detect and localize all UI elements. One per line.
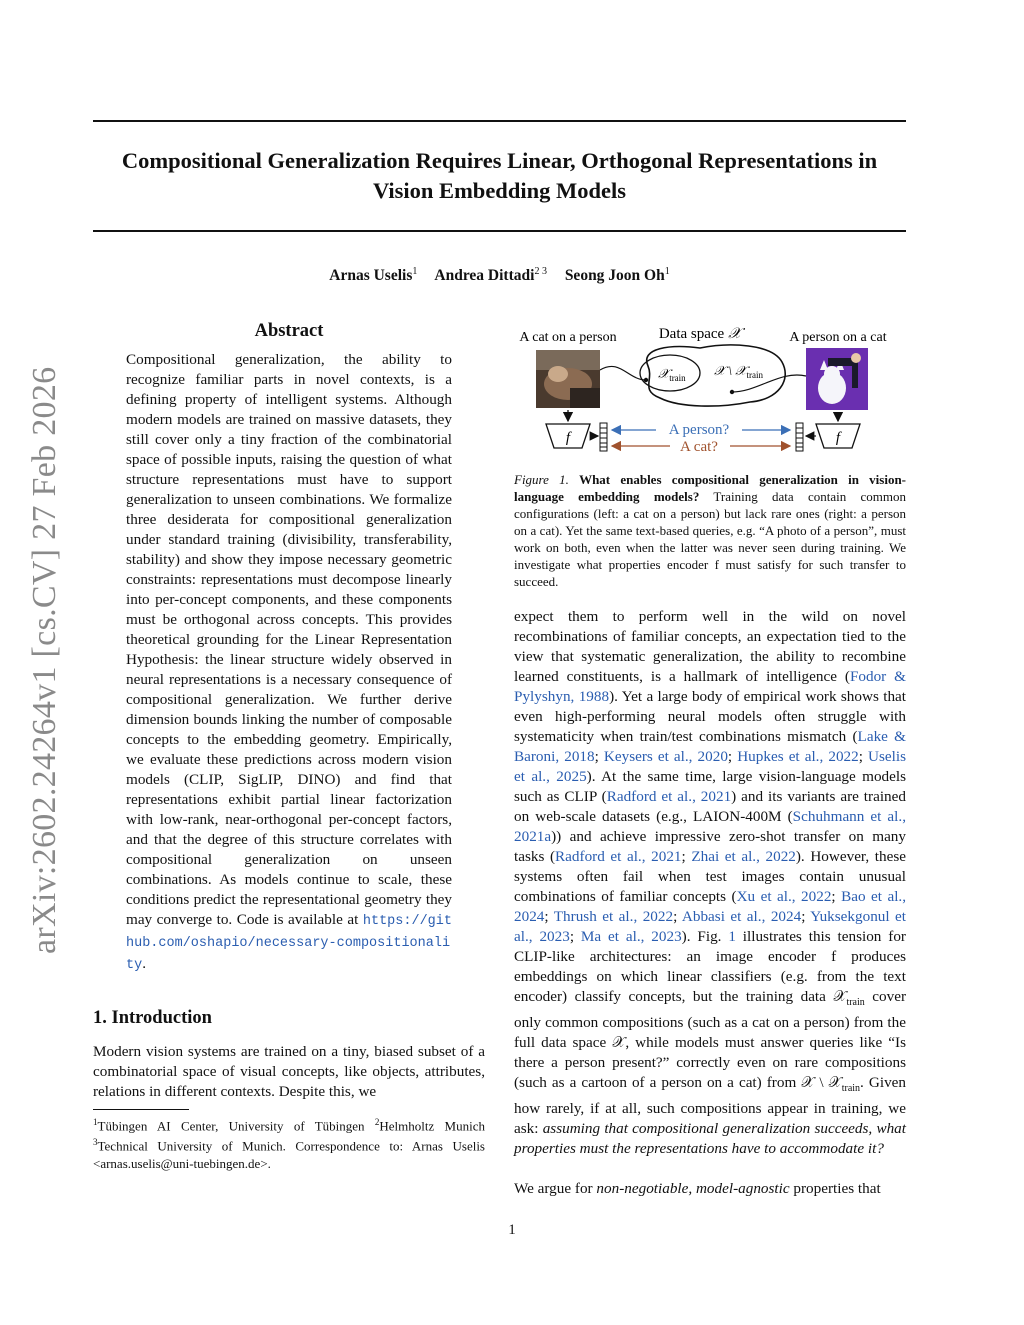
fig-center-symbol: 𝒳: [728, 326, 742, 342]
cite-abbasi[interactable]: Abbasi et al., 2024: [681, 908, 802, 925]
figure-1: [510, 318, 910, 464]
affiliation-footnote: [93, 1114, 485, 1172]
footnote-sup-3: 3: [93, 1137, 98, 1148]
footnote-sup-2: 2: [374, 1117, 380, 1127]
complement-space-symbol: 𝒳 \ 𝒳: [714, 363, 747, 378]
abstract-end: .: [142, 955, 146, 972]
cite-bao[interactable]: Bao et al., 2024: [514, 888, 907, 925]
right-point: [730, 390, 734, 394]
fig-center-label: Data space: [658, 326, 725, 342]
abstract-heading: Abstract: [254, 321, 324, 341]
footnote-sup-1: 1: [93, 1117, 98, 1127]
rc-text-8: illustrates this tension for CLIP-like architectures: an image encoder f produces embeddings on which linear classifiers (e.g. from the text encoder) classify concepts, but the training data 𝒳: [514, 928, 906, 1005]
author-list: [93, 266, 906, 285]
cat-on-person-image: [536, 350, 600, 408]
cite-hupkes-name: Hupkes et al.: [737, 748, 820, 765]
intro-paragraph: Modern vision systems are trained on a tiny, biased subset of a combinatorial space of visual concepts, like objects, attributes, relations in different contexts. Despite this, we: [93, 1043, 485, 1100]
rc-text-11: We argue for: [514, 1180, 597, 1197]
cite-uselis-name: Uselis et al.: [514, 748, 906, 785]
cite-lake[interactable]: Lake & Baroni, 2018: [514, 728, 906, 765]
rc-text-2: ). Yet a large body of empirical work shows that even high-performing neural models often struggle with systematicity when train/test combinations mismatch (: [514, 688, 906, 745]
cite-xu-year: 2022: [801, 888, 832, 905]
cite-hupkes[interactable]: Hupkes et al., 2022: [737, 748, 859, 765]
rc-text-6: ). However, these systems often fail when test images contain unusual combinations of familiar concepts (: [514, 848, 906, 905]
author-1: Arnas Uselis: [329, 267, 413, 284]
rc-text-11-italic: non-negotiable, model-agnostic: [596, 1180, 790, 1197]
right-column-paragraph: expect them to perform well in the wild on novel recombinations of familiar concepts, an expectation tied to the view that systematic generalization, the ability to recombine learned constituents, is a hallmark of intelligence (Fodor & Pylyshyn, 1988). Yet a large body of empirical work shows that even high-performing neural models often struggle with systematicity when train/test combinations mismatch (Lake & Baroni, 2018; Keysers et al., 2020; Hupkes et al., 2022; Uselis et al., 2025). At the same time, large vision-language models such as CLIP (Radford et al., 2021) and its variants are trained on web-scale datasets (e.g., LAION-400M (Schuhmann et al., 2021a)) and achieve impressive zero-shot transfer on many tasks (Radford et al., 2021; Zhai et al., 2022). However, these systems often fail when test images contain unusual combinations of familiar concepts (Xu et al., 2022; Bao et al., 2024; Thrush et al., 2022; Abbasi et al., 2024; Yuksekgonul et al., 2023; Ma et al., 2023). Fig. 1 illustrates this tension for CLIP-like architectures: an image encoder f produces embeddings on which linear classifiers (e.g. from the text encoder) classify concepts, but the training data 𝒳$_{train}$ cover only common compositions (such as a cat on a person) from the full data space 𝒳, while models must answer queries like “Is there a person present?” correctly even on rare compositions (such as a cartoon of a person on a cat) from 𝒳 \ 𝒳$_{train}$. Given how rarely, if at all, such compositions appear in training, we ask: assuming that compositional generalization succeeds, what properties must the representations have to accommodate it?: [514, 608, 907, 1158]
rc-train-sub-1: train: [846, 997, 865, 1009]
right-embedding-vector: [796, 423, 803, 451]
cite-xu[interactable]: Xu et al., 2022: [736, 888, 832, 905]
cite-uselis[interactable]: Uselis et al., 2025: [514, 748, 906, 785]
arxiv-stamp: arXiv:2602.24264v1 [cs.CV] 27 Feb 2026: [26, 366, 63, 954]
rc-train-sub-2: train: [841, 1083, 861, 1095]
person-on-cat-image: [806, 348, 868, 410]
cite-hupkes-year: 2022: [828, 748, 859, 765]
caption-bold: What enables compositional generalization in vision-language embedding models?: [514, 472, 907, 504]
cite-zhai[interactable]: Zhai et al., 2022: [691, 848, 796, 865]
cite-fodor[interactable]: Fodor & Pylyshyn, 1988: [514, 668, 906, 705]
author-3-affil: 1: [664, 266, 670, 277]
rc-research-question: assuming that compositional generalization succeeds, what properties must the representations have to accommodate it?: [514, 1120, 906, 1158]
rc-text-11-end: properties that: [789, 1180, 881, 1197]
cite-zhai-name: Zhai et al.: [691, 848, 757, 865]
cite-radford-1[interactable]: Radford et al., 2021: [606, 788, 732, 805]
fig-left-label: A cat on a person: [519, 330, 617, 345]
train-space-symbol: 𝒳: [658, 366, 670, 381]
query1-label: A person?: [668, 422, 730, 438]
cite-schuhmann[interactable]: Schuhmann et al., 2021a: [514, 808, 906, 845]
cite-bao-year: 2024: [514, 908, 545, 925]
cite-zhai-year: 2022: [765, 848, 796, 865]
cite-keysers[interactable]: Keysers et al., 2020: [603, 748, 728, 765]
cite-yuksekgonul-year: 2023: [539, 928, 570, 945]
rc-text-1: expect them to perform well in the wild on novel recombinations of familiar concepts, an expectation tied to the view that systematic generalization, the ability to recombine learned constituents, is a hallmark of intelligence (: [514, 608, 906, 685]
section-heading-introduction: 1. Introduction: [93, 1008, 212, 1028]
cite-lake-name: Lake & Baroni: [514, 728, 906, 765]
cite-thrush[interactable]: Thrush et al., 2022: [553, 908, 674, 925]
cite-radford-1-year: 2021: [700, 788, 732, 805]
abstract-text: Compositional generalization, the ability to recognize familiar parts in novel contexts, is a defining property of intelligent systems. Although modern models are trained on massive datasets, they still cover only a tiny fraction of the combinatorial space of possible inputs, raising the question of what structure representations must have to support generalization to unseen combinations. We formalize three desiderata for compositional generalization under standard training (divisibility, transferability, stability) and show they impose necessary geometric constraints: representations must decompose linearly into per-concept components, and these components must be orthogonal across concepts. This provides theoretical grounding for the Linear Representation Hypothesis: the linear structure widely observed in neural representations is a necessary consequence of compositional generalization. We further derive dimension bounds linking the number of composable concepts to the embedding geometry. Empirically, we evaluate these predictions across modern vision models (CLIP, SigLIP, DINO) and find that representations exhibit partial linear factorization with low-rank, near-orthogonal per-concept factors, and that the degree of this structure correlates with compositional generalization on unseen combinations. As models continue to scale, these conditions predict the representational geometry they may converge to. Code is available at: [126, 351, 452, 928]
left-embedding-vector: [600, 423, 607, 451]
cite-radford-2-year: 2021: [651, 848, 682, 865]
author-2-affil: 2 3: [534, 266, 547, 277]
cite-thrush-name: Thrush et al.: [553, 908, 634, 925]
complement-space-label: [714, 363, 763, 380]
cite-radford-2-name: Radford et al.: [555, 848, 642, 865]
footnote-affil-3: Technical University of Munich. Correspondence to: Arnas Uselis <arnas.uselis@uni-tuebingen.de>.: [93, 1138, 485, 1171]
cite-lake-year: 2018: [564, 748, 595, 765]
cite-ma-year: 2023: [651, 928, 682, 945]
train-space-label: [658, 366, 686, 383]
rc-text-7: ). Fig.: [681, 928, 729, 945]
cite-ma[interactable]: Ma et al., 2023: [580, 928, 682, 945]
cite-schuhmann-name: Schuhmann et al.: [792, 808, 903, 825]
paper-title: Compositional Generalization Requires Linear, Orthogonal Representations in Vision Embedding Models: [121, 148, 878, 203]
complement-space-sub: train: [746, 370, 763, 380]
cite-schuhmann-year: 2021a: [514, 828, 552, 845]
cite-thrush-year: 2022: [642, 908, 674, 925]
figure-1-caption: [514, 471, 906, 590]
cite-abbasi-name: Abbasi et al.: [681, 908, 762, 925]
cite-ma-name: Ma et al.: [580, 928, 641, 945]
cite-bao-name: Bao et al.: [841, 888, 903, 905]
cite-yuksekgonul-name: Yuksekgonul et al.: [514, 908, 907, 945]
train-space-sub: train: [669, 373, 686, 383]
left-image-connector: [600, 366, 646, 380]
footnote-affil-2: Helmholtz Munich: [379, 1118, 485, 1134]
cite-fodor-name: Fodor & Pylyshyn: [514, 668, 906, 705]
footnote-affil-1: Tübingen AI Center, University of Tübingen: [97, 1118, 375, 1134]
code-link[interactable]: https://github.com/oshapio/necessary-compositionality: [126, 914, 452, 973]
top-rule: [93, 120, 906, 122]
cite-radford-1-name: Radford et al.: [606, 788, 693, 805]
rc-text-10: . Given how rarely, if at all, such compositions appear in training, we ask:: [514, 1074, 906, 1138]
rc-text-5: )) and achieve impressive zero-shot transfer on many tasks (: [514, 828, 906, 865]
rc-text-3: ). At the same time, large vision-language models such as CLIP (: [514, 768, 907, 805]
cite-fodor-year: 1988: [578, 688, 610, 705]
right-encoder-label: f: [835, 430, 841, 446]
page-number: 1: [508, 1222, 516, 1238]
cite-keysers-name: Keysers et al.: [603, 748, 689, 765]
cite-abbasi-year: 2024: [770, 908, 802, 925]
title-bottom-rule: [93, 230, 906, 232]
right-column-paragraph-2: [514, 1179, 906, 1199]
rc-text-4: ) and its variants are trained on web-scale datasets (e.g., LAION-400M (: [514, 788, 906, 825]
author-1-affil: 1: [412, 266, 418, 277]
abstract-body: [126, 350, 452, 976]
left-encoder-label: f: [565, 430, 571, 446]
author-2: Andrea Dittadi: [434, 267, 535, 284]
left-point: [644, 378, 648, 382]
cite-yuksekgonul[interactable]: Yuksekgonul et al., 2023: [514, 908, 907, 945]
footnote-rule: [93, 1109, 189, 1110]
caption-label: Figure 1.: [514, 472, 569, 487]
cite-radford-2[interactable]: Radford et al., 2021: [555, 848, 682, 865]
query2-label: A cat?: [680, 439, 718, 455]
fig-1-ref[interactable]: 1: [728, 928, 736, 945]
cite-keysers-year: 2020: [697, 748, 728, 765]
rc-text-9: cover only common compositions (such as a cat on a person) from the full data space 𝒳, while models must answer queries like “Is there a person present?” correctly even on rare compositions (such as a cartoon of a person on a cat) from 𝒳 \ 𝒳: [514, 988, 907, 1092]
cite-xu-name: Xu et al.: [736, 888, 792, 905]
cite-uselis-year: 2025: [556, 768, 587, 785]
author-3: Seong Joon Oh: [564, 267, 665, 284]
caption-text: Training data contain common configurations (left: a cat on a person) but lack rare ones (right: a person on a cat). Yet the same text-based queries, e.g. “A photo of a person”, must work on both, even when the latter was never seen during training. We investigate what properties encoder f must satisfy for such transfer to succeed.: [514, 489, 907, 589]
fig-center-label-wrap: [659, 326, 745, 342]
fig-right-label: A person on a cat: [789, 330, 887, 345]
